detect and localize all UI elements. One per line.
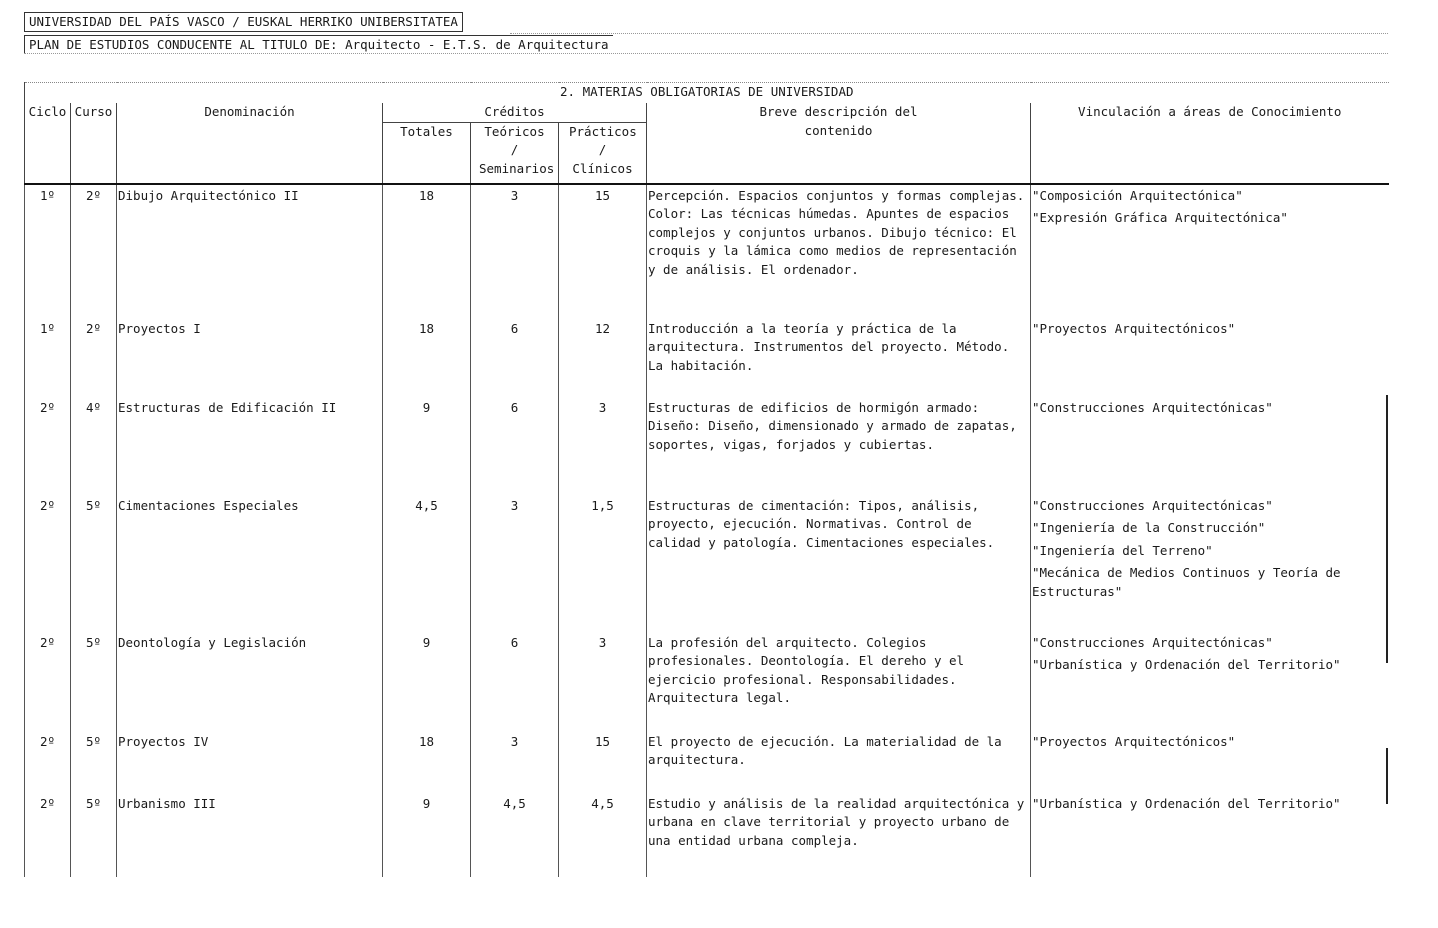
cell-curso: 5º xyxy=(71,733,117,795)
cell-teoricos: 6 xyxy=(471,320,559,399)
plan-degree: Arquitecto - E.T.S. de Arquitectura xyxy=(345,37,609,52)
cell-denominacion: Cimentaciones Especiales xyxy=(117,497,383,634)
cell-ciclo: 2º xyxy=(25,497,71,634)
cell-descripcion: El proyecto de ejecución. La materialidad de la arquitectura. xyxy=(647,733,1031,795)
cell-curso: 5º xyxy=(71,634,117,733)
area-conocimiento: "Urbanística y Ordenación del Territorio" xyxy=(1032,795,1341,811)
col-denominacion: Denominación xyxy=(117,103,383,184)
cell-denominacion: Estructuras de Edificación II xyxy=(117,399,383,497)
cell-totales: 18 xyxy=(383,184,471,320)
cell-descripcion: Introducción a la teoría y práctica de la arquitectura. Instrumentos del proyecto. Método. La habitación. xyxy=(647,320,1031,399)
area-conocimiento: "Ingeniería del Terreno" xyxy=(1032,542,1213,558)
cell-vinculacion xyxy=(1031,497,1389,634)
cell-curso: 5º xyxy=(71,497,117,634)
cell-ciclo: 1º xyxy=(25,184,71,320)
col-vinculacion: Vinculación a áreas de Conocimiento xyxy=(1031,103,1389,184)
cell-totales: 4,5 xyxy=(383,497,471,634)
table-row xyxy=(25,399,1389,497)
section-title: 2. MATERIAS OBLIGATORIAS DE UNIVERSIDAD xyxy=(25,83,1389,104)
area-conocimiento: "Proyectos Arquitectónicos" xyxy=(1032,733,1236,749)
cell-vinculacion xyxy=(1031,634,1389,733)
cell-practicos: 3 xyxy=(559,399,647,497)
cell-ciclo: 2º xyxy=(25,795,71,877)
cell-practicos: 15 xyxy=(559,184,647,320)
cell-practicos: 15 xyxy=(559,733,647,795)
area-conocimiento: "Expresión Gráfica Arquitectónica" xyxy=(1032,210,1288,225)
table-row xyxy=(25,320,1389,399)
col-creditos: Créditos xyxy=(383,103,647,122)
cell-practicos: 3 xyxy=(559,634,647,733)
plan-title xyxy=(24,35,613,54)
header-rule xyxy=(510,33,1388,34)
table-row xyxy=(25,184,1389,320)
cell-teoricos: 3 xyxy=(471,733,559,795)
col-ciclo: Ciclo xyxy=(25,103,71,184)
area-conocimiento: "Ingeniería de la Construcción" xyxy=(1032,520,1266,535)
cell-ciclo: 2º xyxy=(25,733,71,795)
col-totales: Totales xyxy=(383,122,471,184)
cell-vinculacion xyxy=(1031,733,1389,795)
cell-ciclo: 1º xyxy=(25,320,71,399)
col-curso: Curso xyxy=(71,103,117,184)
area-conocimiento: "Construcciones Arquitectónicas" xyxy=(1032,634,1273,650)
cell-descripcion: Estudio y análisis de la realidad arquitectónica y urbana en clave territorial y proyecto urbano de una entidad urbana compleja. xyxy=(647,795,1031,877)
cell-practicos: 4,5 xyxy=(559,795,647,877)
cell-totales: 9 xyxy=(383,634,471,733)
area-conocimiento: "Proyectos Arquitectónicos" xyxy=(1032,320,1236,336)
cell-descripcion: Estructuras de edificios de hormigón armado: Diseño: Diseño, dimensionado y armado de zapatas, soportes, vigas, forjados y cubiertas. xyxy=(647,399,1031,497)
table-row xyxy=(25,497,1389,634)
col-practicos: Prácticos / Clínicos xyxy=(559,122,647,184)
cell-curso: 2º xyxy=(71,184,117,320)
cell-curso: 5º xyxy=(71,795,117,877)
cell-denominacion: Proyectos IV xyxy=(117,733,383,795)
cell-descripcion: Percepción. Espacios conjuntos y formas complejas. Color: Las técnicas húmedas. Apuntes de espacios complejos y conjuntos urbanos. Dibujo técnico: El croquis y la lámica como medios de representación y de análisis. El ordenador. xyxy=(647,184,1031,320)
cell-curso: 2º xyxy=(71,320,117,399)
margin-rule xyxy=(1386,748,1388,804)
cell-totales: 9 xyxy=(383,795,471,877)
cell-denominacion: Urbanismo III xyxy=(117,795,383,877)
cell-teoricos: 4,5 xyxy=(471,795,559,877)
cell-teoricos: 6 xyxy=(471,399,559,497)
cell-practicos: 1,5 xyxy=(559,497,647,634)
cell-vinculacion xyxy=(1031,795,1389,877)
cell-descripcion: Estructuras de cimentación: Tipos, análisis, proyecto, ejecución. Normativas. Control de calidad y patología. Cimentaciones especiales. xyxy=(647,497,1031,634)
plan-prefix: PLAN DE ESTUDIOS CONDUCENTE AL TITULO DE: xyxy=(29,37,338,52)
area-conocimiento: "Construcciones Arquitectónicas" xyxy=(1032,497,1273,513)
materias-table xyxy=(24,82,1389,877)
area-conocimiento: "Construcciones Arquitectónicas" xyxy=(1032,399,1273,415)
cell-denominacion: Dibujo Arquitectónico II xyxy=(117,184,383,320)
university-name: UNIVERSIDAD DEL PAÍS VASCO / EUSKAL HERRIKO UNIBERSITATEA xyxy=(24,12,463,32)
cell-totales: 18 xyxy=(383,733,471,795)
header-rule xyxy=(24,53,1388,54)
cell-vinculacion xyxy=(1031,320,1389,399)
cell-practicos: 12 xyxy=(559,320,647,399)
cell-descripcion: La profesión del arquitecto. Colegios profesionales. Deontología. El dereho y el ejercicio profesional. Responsabilidades. Arquitectura legal. xyxy=(647,634,1031,733)
table-row xyxy=(25,795,1389,877)
area-conocimiento: "Urbanística y Ordenación del Territorio" xyxy=(1032,657,1341,672)
col-descripcion: Breve descripción del contenido xyxy=(647,103,1031,184)
col-teoricos: Teóricos / Seminarios xyxy=(471,122,559,184)
cell-totales: 18 xyxy=(383,320,471,399)
area-conocimiento: "Mecánica de Medios Continuos y Teoría de Estructuras" xyxy=(1032,565,1341,599)
cell-teoricos: 3 xyxy=(471,184,559,320)
table-row xyxy=(25,634,1389,733)
table-row xyxy=(25,733,1389,795)
cell-vinculacion xyxy=(1031,399,1389,497)
cell-curso: 4º xyxy=(71,399,117,497)
cell-denominacion: Proyectos I xyxy=(117,320,383,399)
cell-vinculacion xyxy=(1031,184,1389,320)
cell-denominacion: Deontología y Legislación xyxy=(117,634,383,733)
cell-totales: 9 xyxy=(383,399,471,497)
cell-ciclo: 2º xyxy=(25,399,71,497)
cell-ciclo: 2º xyxy=(25,634,71,733)
cell-teoricos: 3 xyxy=(471,497,559,634)
area-conocimiento: "Composición Arquitectónica" xyxy=(1032,187,1243,203)
cell-teoricos: 6 xyxy=(471,634,559,733)
margin-rule xyxy=(1386,395,1388,663)
